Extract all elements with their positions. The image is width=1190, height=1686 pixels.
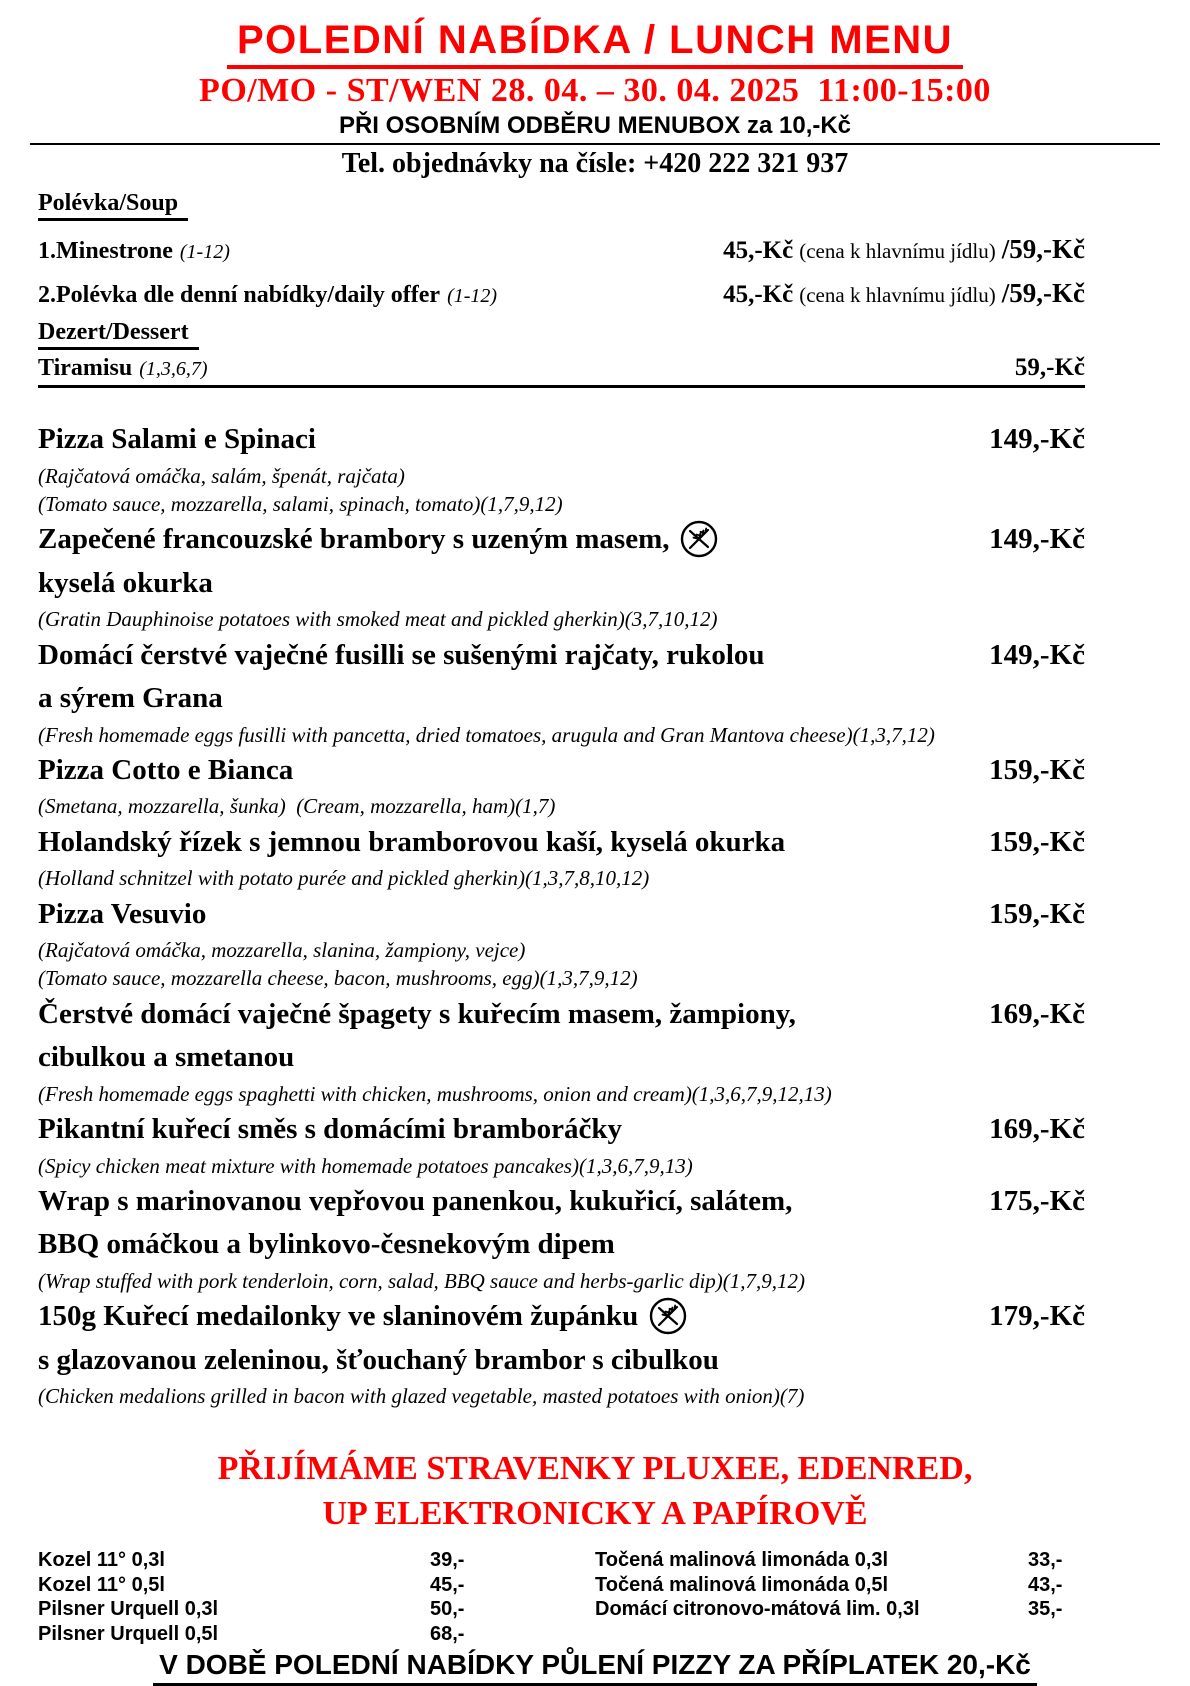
soup-price-note: (cena k hlavnímu jídlu): [799, 283, 996, 307]
drink-price: [1028, 1622, 1090, 1646]
menu-item-name: [38, 1180, 973, 1267]
drink-name: Pilsner Urquell 0,5l: [38, 1622, 219, 1645]
menu-item-description: (Fresh homemade eggs spaghetti with chicken, mushrooms, onion and cream)(1,3,6,7,9,12,13): [38, 1081, 832, 1106]
soup-price-note: (cena k hlavnímu jídlu): [799, 239, 996, 263]
dessert-item: [38, 354, 1085, 388]
menu-item-title-row: [38, 893, 1085, 937]
menu-item: [38, 821, 1085, 893]
soup-item-prices: [723, 234, 1085, 265]
menu-item-title-row: [38, 1295, 1085, 1382]
menu-item-description: (Fresh homemade eggs fusilli with pancetta, dried tomatoes, arugula and Gran Mantova cheese)(1,3,7,12): [38, 722, 935, 747]
menu-item-description: (Wrap stuffed with pork tenderloin, corn, salad, BBQ sauce and herbs-garlic dip)(1,7,9,12): [38, 1268, 806, 1293]
menu-item-name-line1: Pikantní kuřecí směs s domácími bramboráčky: [38, 1113, 623, 1146]
menu-item-title-row: [38, 1108, 1085, 1152]
menu-item-description: (Tomato sauce, mozzarella, salami, spinach, tomato)(1,7,9,12): [38, 491, 563, 516]
pickup-note: PŘI OSOBNÍM ODBĚRU MENUBOX za 10,-Kč: [338, 112, 852, 139]
menu-item-price: 149,-Kč: [989, 638, 1085, 671]
menu-item-name: [38, 893, 973, 937]
menu-item-name-line1: Čerstvé domácí vaječné špagety s kuřecím masem, žampiony,: [38, 997, 796, 1030]
menu-item-name: [38, 821, 973, 865]
menu-item-name-line1: 150g Kuřecí medailonky ve slaninovém župánku: [38, 1300, 639, 1333]
menu-item: [38, 1295, 1085, 1410]
menu-item-name-line2: BBQ omáčkou a bylinkovo-česnekovým dipem: [38, 1228, 615, 1261]
date-range: PO/MO - ST/WEN 28. 04. – 30. 04. 2025 11:00-15:00: [199, 72, 991, 109]
drink-price: 33,-: [1028, 1549, 1063, 1572]
drinks-price-list: [0, 1548, 1190, 1646]
menu-item-name: [38, 418, 973, 462]
menu-item-price: 159,-Kč: [989, 825, 1085, 858]
menu-item-description: (Holland schnitzel with potato purée and pickled gherkin)(1,3,7,8,10,12): [38, 866, 650, 891]
soup-item-name-wrap: [38, 282, 497, 309]
dessert-item-name-wrap: [38, 355, 208, 382]
drink-price: 68,-: [430, 1622, 465, 1645]
vouchers-note-line2: UP ELEKTRONICKY A PAPÍROVĚ: [322, 1494, 868, 1532]
footer-note: [0, 1649, 1190, 1686]
drink-name: Domácí citronovo-mátová lim. 0,3l: [595, 1598, 920, 1621]
menu-item-title-row: [38, 821, 1085, 865]
vouchers-note: [0, 1447, 1190, 1537]
menu-item-price: 175,-Kč: [989, 1184, 1085, 1217]
menu-item-name-line1: Holandský řízek s jemnou bramborovou kaší, kyselá okurka: [38, 825, 786, 858]
menu-item: [38, 418, 1085, 518]
menu-item-name: [38, 634, 973, 721]
drink-name: Pilsner Urquell 0,3l: [38, 1598, 219, 1621]
dessert-list: [38, 354, 1085, 388]
dessert-section-heading: [38, 319, 1085, 350]
menu-item-title-row: [38, 1180, 1085, 1267]
menu-item: [38, 634, 1085, 749]
soup-item: [38, 234, 1085, 265]
menu-item-name: [38, 1295, 973, 1382]
soup-price-full: /59,-Kč: [1001, 234, 1085, 264]
gluten-free-crossed-grain-icon: [648, 1296, 688, 1336]
page-title: POLEDNÍ NABÍDKA / LUNCH MENU: [227, 18, 963, 69]
soup-section-heading: [38, 190, 1085, 221]
main-dishes-list: [38, 418, 1085, 1411]
drink-price: 50,-: [430, 1598, 465, 1621]
soup-list: [38, 234, 1085, 309]
menu-item-name-line2: kyselá okurka: [38, 566, 213, 599]
allergen-codes: (1,3,6,7): [139, 358, 208, 380]
drink-price: 35,-: [1028, 1598, 1063, 1621]
drink-row: [38, 1548, 1090, 1572]
gluten-free-crossed-grain-icon: [679, 519, 719, 559]
drink-price: 43,-: [1028, 1573, 1063, 1596]
footer-note-label: V DOBĚ POLEDNÍ NABÍDKY PŮLENÍ PIZZY ZA PŘÍPLATEK 20,-Kč: [153, 1649, 1037, 1686]
menu-item-name-line1: Wrap s marinovanou vepřovou panenkou, kukuřicí, salátem,: [38, 1184, 793, 1217]
dessert-item-name: Tiramisu: [38, 355, 133, 381]
soup-item-prices: [723, 278, 1085, 309]
menu-item-price: 149,-Kč: [989, 423, 1085, 455]
drink-name: Točená malinová limonáda 0,3l: [595, 1549, 889, 1572]
menu-item: [38, 518, 1085, 633]
menu-item: [38, 749, 1085, 821]
drink-row: [38, 1597, 1090, 1621]
menu-item-description: (Gratin Dauphinoise potatoes with smoked meat and pickled gherkin)(3,7,10,12): [38, 607, 718, 632]
menu-item-title-row: [38, 418, 1085, 462]
menu-item-name-line2: a sýrem Grana: [38, 682, 223, 715]
soup-item-name: 1.Minestrone: [38, 238, 173, 264]
menu-item-name-line1: Pizza Cotto e Bianca: [38, 753, 294, 786]
menu-item-name: [38, 993, 973, 1080]
menu-item-price: 169,-Kč: [989, 1113, 1085, 1146]
soup-section-heading-label: Polévka/Soup: [38, 190, 188, 221]
menu-item: [38, 1180, 1085, 1295]
drink-row: [38, 1573, 1090, 1597]
drink-name: Točená malinová limonáda 0,5l: [595, 1573, 889, 1596]
phone-orders: Tel. objednávky na čísle: +420 222 321 937: [341, 148, 849, 179]
soup-item-name: 2.Polévka dle denní nabídky/daily offer: [38, 282, 441, 308]
allergen-codes: (1-12): [447, 285, 498, 307]
menu-item-name-line1: Zapečené francouzské brambory s uzeným masem,: [38, 523, 670, 556]
menu-item-description: (Spicy chicken meat mixture with homemade potatoes pancakes)(1,3,6,7,9,13): [38, 1153, 693, 1178]
menu-item-description: (Smetana, mozzarella, šunka) (Cream, mozzarella, ham)(1,7): [38, 794, 556, 819]
drink-row: [38, 1622, 1090, 1646]
menu-item-price: 179,-Kč: [989, 1300, 1085, 1333]
vouchers-note-line1: PŘIJÍMÁME STRAVENKY PLUXEE, EDENRED,: [217, 1449, 973, 1487]
menu-item-name-line1: Domácí čerstvé vaječné fusilli se sušenými rajčaty, rukolou: [38, 638, 765, 671]
menu-item: [38, 893, 1085, 993]
menu-item: [38, 993, 1085, 1108]
drink-name: [595, 1622, 1028, 1646]
menu-item-price: 149,-Kč: [989, 523, 1085, 556]
header-divider: [30, 143, 1160, 145]
menu-item-title-row: [38, 749, 1085, 793]
menu-item-price: 169,-Kč: [989, 997, 1085, 1030]
soup-item: [38, 278, 1085, 309]
menu-content: [0, 190, 1190, 1411]
menu-item-price: 159,-Kč: [989, 897, 1085, 930]
drink-name: Kozel 11° 0,3l: [38, 1549, 165, 1572]
soup-price-full: /59,-Kč: [1001, 278, 1085, 308]
menu-item-name-line1: Pizza Vesuvio: [38, 897, 207, 930]
menu-item-description: (Rajčatová omáčka, mozzarella, slanina, žampiony, vejce): [38, 938, 526, 963]
menu-item-name-line2: cibulkou a smetanou: [38, 1041, 295, 1074]
menu-item-name: [38, 1108, 973, 1152]
drink-price: 45,-: [430, 1573, 465, 1596]
drink-name: Kozel 11° 0,5l: [38, 1573, 165, 1596]
menu-item-name: [38, 518, 973, 605]
soup-item-name-wrap: [38, 238, 230, 265]
menu-item-title-row: [38, 518, 1085, 605]
menu-item-name-line2: s glazovanou zeleninou, šťouchaný brambor s cibulkou: [38, 1343, 719, 1376]
allergen-codes: (1-12): [179, 241, 230, 263]
menu-item-description: (Tomato sauce, mozzarella cheese, bacon, mushrooms, egg)(1,3,7,9,12): [38, 966, 638, 991]
menu-item-description: (Chicken medalions grilled in bacon with glazed vegetable, masted potatoes with onion)(7): [38, 1384, 805, 1409]
menu-item-title-row: [38, 993, 1085, 1080]
dessert-item-price: 59,-Kč: [1014, 354, 1085, 381]
menu-item-title-row: [38, 634, 1085, 721]
menu-item-description: (Rajčatová omáčka, salám, špenát, rajčata): [38, 463, 405, 488]
soup-price-standalone: 45,-Kč: [723, 281, 794, 308]
menu-item: [38, 1108, 1085, 1180]
soup-price-standalone: 45,-Kč: [723, 237, 794, 264]
dessert-section-heading-label: Dezert/Dessert: [38, 319, 199, 350]
drink-price: 39,-: [430, 1549, 465, 1572]
header: [0, 18, 1190, 69]
menu-item-price: 159,-Kč: [989, 753, 1085, 786]
menu-item-name: [38, 749, 973, 793]
menu-item-name-line1: Pizza Salami e Spinaci: [38, 423, 316, 455]
